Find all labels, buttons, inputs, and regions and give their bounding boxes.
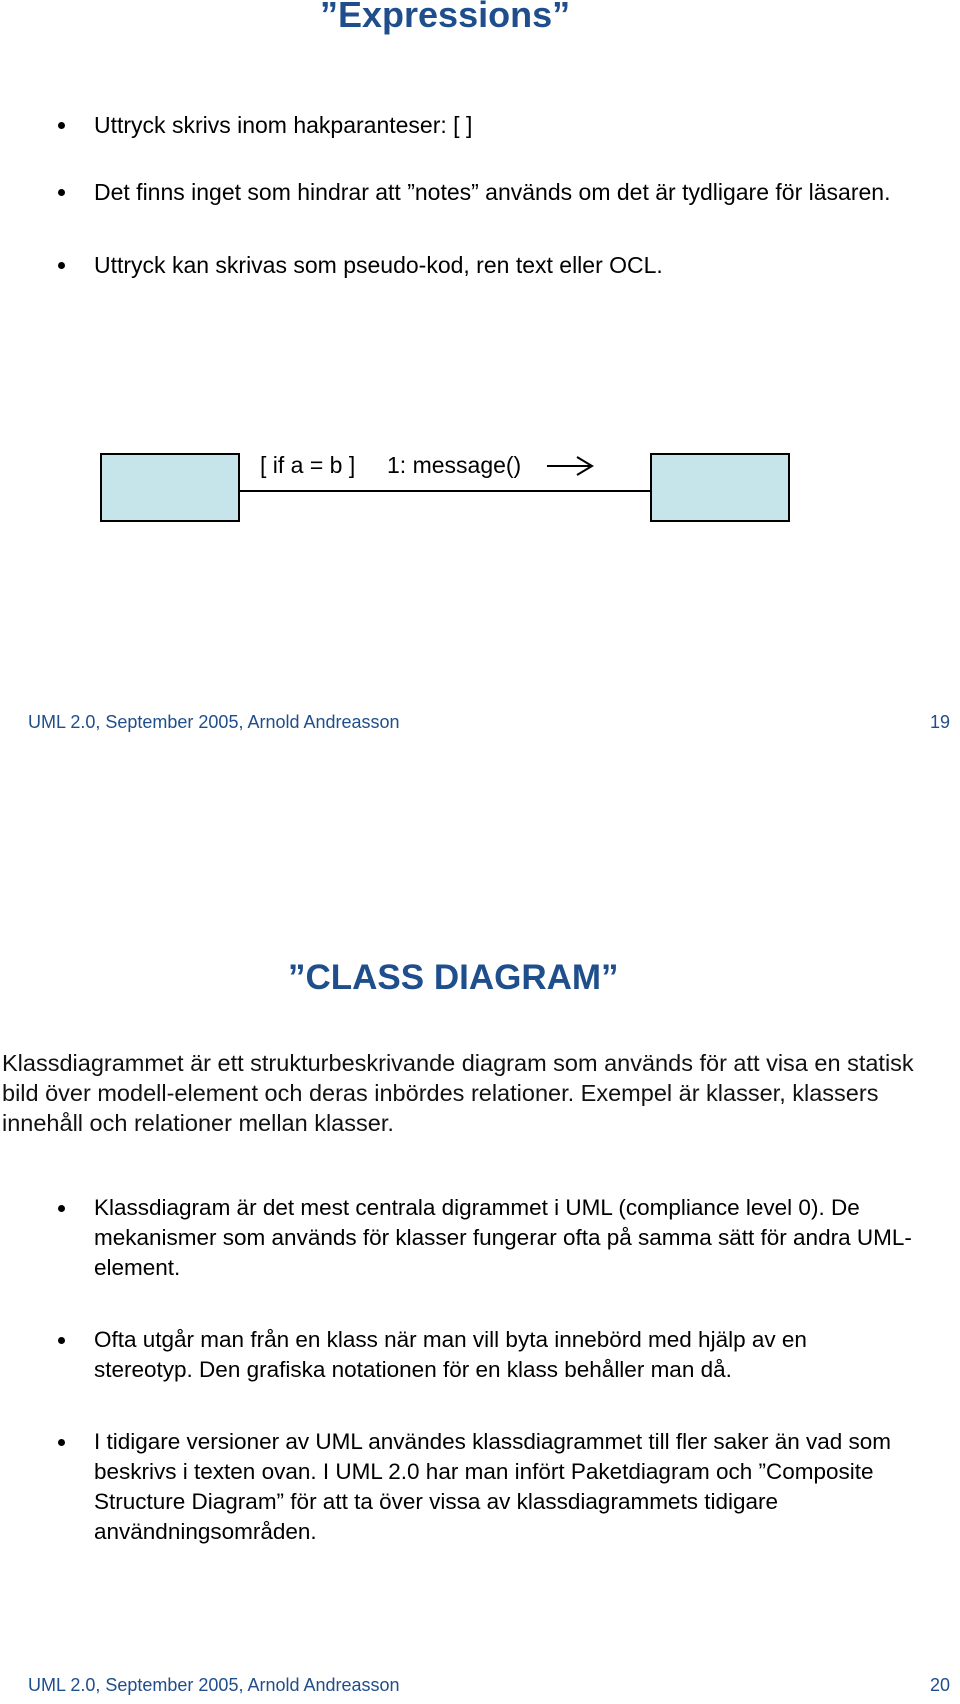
bullet-text: I tidigare versioner av UML användes klassdiagrammet till fler saker än vad som beskrivs i texten ovan. I UML 2.0 har man infört Paketdiagram och ”Composite Structure Diagram” för att ta över vissa av klassdiagrammets tidigare användningsområden.: [94, 1429, 892, 1544]
object-box-right: [650, 453, 790, 522]
page-number: 19: [930, 712, 951, 732]
bullet-icon: [58, 262, 65, 269]
message-label: 1: message(): [387, 452, 522, 478]
bullet-text: Det finns inget som hindrar att ”notes” används om det är tydligare för läsaren.: [94, 179, 891, 205]
slide-19-title: ”Expressions”: [320, 0, 571, 35]
footer-text: UML 2.0, September 2005, Arnold Andreasson: [28, 1675, 400, 1695]
guard-label: [ if a = b ]: [260, 452, 356, 478]
object-box-left: [100, 453, 240, 522]
bullet-icon: [58, 189, 65, 196]
bullet-text: Uttryck skrivs inom hakparanteser: [ ]: [94, 112, 473, 138]
bullet-text: Uttryck kan skrivas som pseudo-kod, ren text eller OCL.: [94, 252, 663, 278]
bullet-icon: [58, 1205, 65, 1212]
intro-paragraph: Klassdiagrammet är ett strukturbeskrivande diagram som används för att visa en statisk bild över modell-element och deras inbördes relationer. Exempel är klasser, klassers innehåll och relationer mellan klasser.: [2, 1050, 914, 1136]
bullet-icon: [58, 1337, 65, 1344]
page-number: 20: [930, 1675, 951, 1695]
bullet-icon: [58, 122, 65, 129]
bullet-text: Klassdiagram är det mest centrala digrammet i UML (compliance level 0). De mekanismer som används för klasser fungerar ofta på samma sätt för andra UML-element.: [94, 1195, 912, 1280]
link-line: [240, 490, 650, 492]
slide-20-title: ”CLASS DIAGRAM”: [288, 958, 619, 997]
bullet-text: Ofta utgår man från en klass när man vill byta innebörd med hjälp av en stereotyp. Den grafiska notationen för en klass behåller man då.: [94, 1327, 807, 1382]
right-arrow-icon: [545, 454, 595, 478]
bullet-icon: [58, 1439, 65, 1446]
footer-text: UML 2.0, September 2005, Arnold Andreasson: [28, 712, 400, 732]
